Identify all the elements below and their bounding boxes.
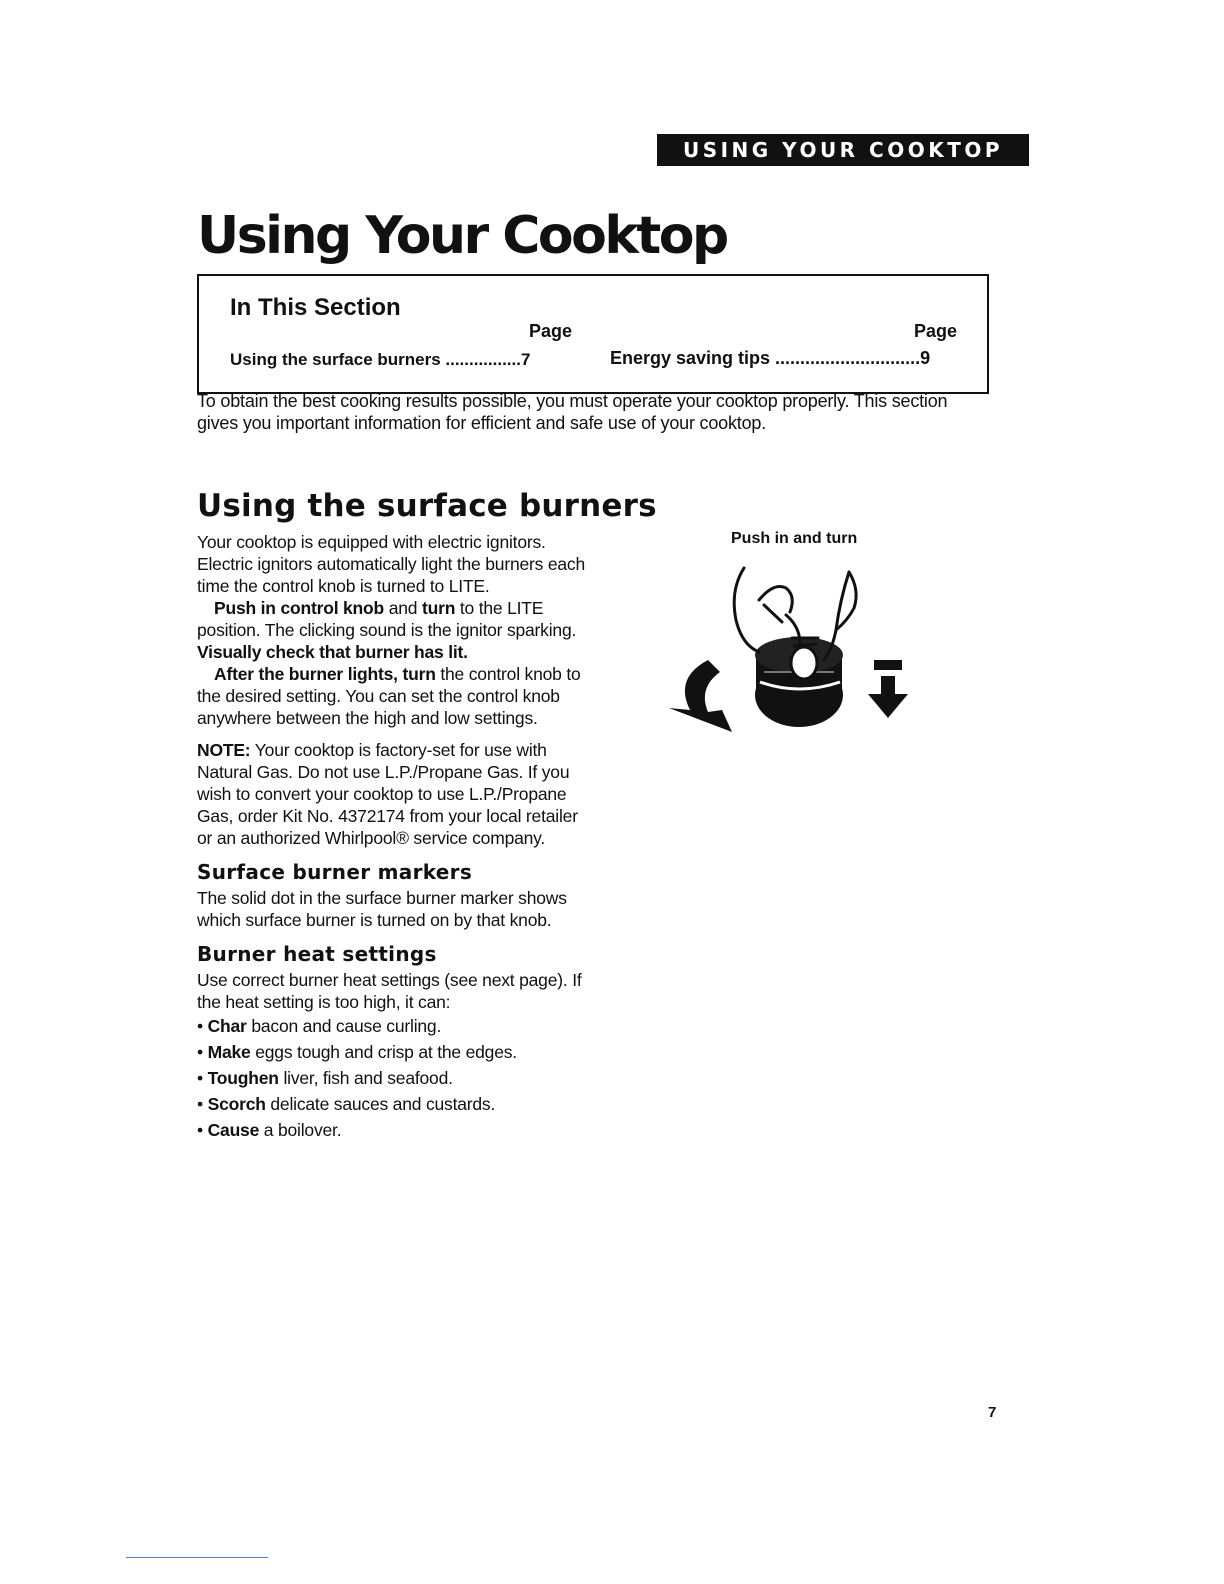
section-banner: USING YOUR COOKTOP [657,134,1029,166]
heat-heading: Burner heat settings [197,942,437,966]
push-down-arrow-icon [868,660,908,718]
text: the control knob to the desired setting. You can set the control knob anywhere between the high and low settings. [197,664,581,728]
toc-page-label-right: Page [913,321,957,341]
page-title: Using Your Cooktop [197,206,727,266]
toc-box [197,274,989,394]
toc-entry-energy-saving[interactable]: Energy saving tips .............................9 [610,348,931,368]
text: bacon and cause curling. [246,1016,442,1036]
knob-push-turn-illustration [664,560,924,740]
heat-bullet-list [197,1015,592,1141]
bold-text: turn [421,598,456,618]
page-number: 7 [988,1404,997,1421]
note-text: Your cooktop is factory-set for use with Natural Gas. Do not use L.P./Propane Gas. If you wish to convert your cooktop to use L.P./Propane Gas, order Kit No. 4372174 from your local retailer or an authorized Whirlpool® service company. [197,740,578,848]
note-paragraph [197,739,592,849]
list-item: • Toughen liver, fish and seafood. [197,1068,453,1088]
toc-page-label-left: Page [529,321,573,341]
markers-heading: Surface burner markers [197,860,473,884]
note-label: NOTE: [197,740,251,760]
bold-text: Toughen [207,1068,279,1088]
footer-rule [126,1557,268,1558]
text: and [384,598,422,618]
illustration-caption: Push in and turn [731,530,858,547]
bold-text: Char [207,1016,247,1036]
bold-text: Push in control knob [214,598,385,618]
heat-intro: Use correct burner heat settings (see next page). If the heat setting is too high, it can: [197,970,582,1012]
list-item: • Make eggs tough and crisp at the edges. [197,1042,517,1062]
list-item: • Cause a boilover. [197,1120,342,1140]
text: to the LITE position. The clicking sound is the ignitor sparking. [197,598,577,640]
rotate-arrow-icon [669,660,732,732]
text: eggs tough and crisp at the edges. [250,1042,517,1062]
bold-text: After the burner lights, turn [214,664,436,684]
paragraph-push-turn [197,597,592,663]
text: a boilover. [259,1120,342,1140]
text: delicate sauces and custards. [265,1094,496,1114]
section-heading: Using the surface burners [197,488,657,524]
text: liver, fish and seafood. [278,1068,453,1088]
list-item: • Char bacon and cause curling. [197,1016,442,1036]
toc-entry-surface-burners[interactable]: Using the surface burners ................7 [230,350,531,369]
bold-text: Cause [207,1120,260,1140]
markers-paragraph: The solid dot in the surface burner marker shows which surface burner is turned on by that knob. [197,888,567,930]
main-column [197,531,592,1145]
toc-heading: In This Section [230,294,401,321]
intro-paragraph: To obtain the best cooking results possible, you must operate your cooktop properly. This section gives you important information for efficient and safe use of your cooktop. [197,391,948,433]
bold-text: Visually check that burner has lit. [197,642,468,662]
bold-text: Make [207,1042,251,1062]
paragraph-after-lights [197,663,592,729]
list-item: • Scorch delicate sauces and custards. [197,1094,496,1114]
bold-text: Scorch [207,1094,266,1114]
paragraph-ignitors: Your cooktop is equipped with electric ignitors. Electric ignitors automatically light the burners each time the control knob is turned to LITE. [197,532,586,596]
